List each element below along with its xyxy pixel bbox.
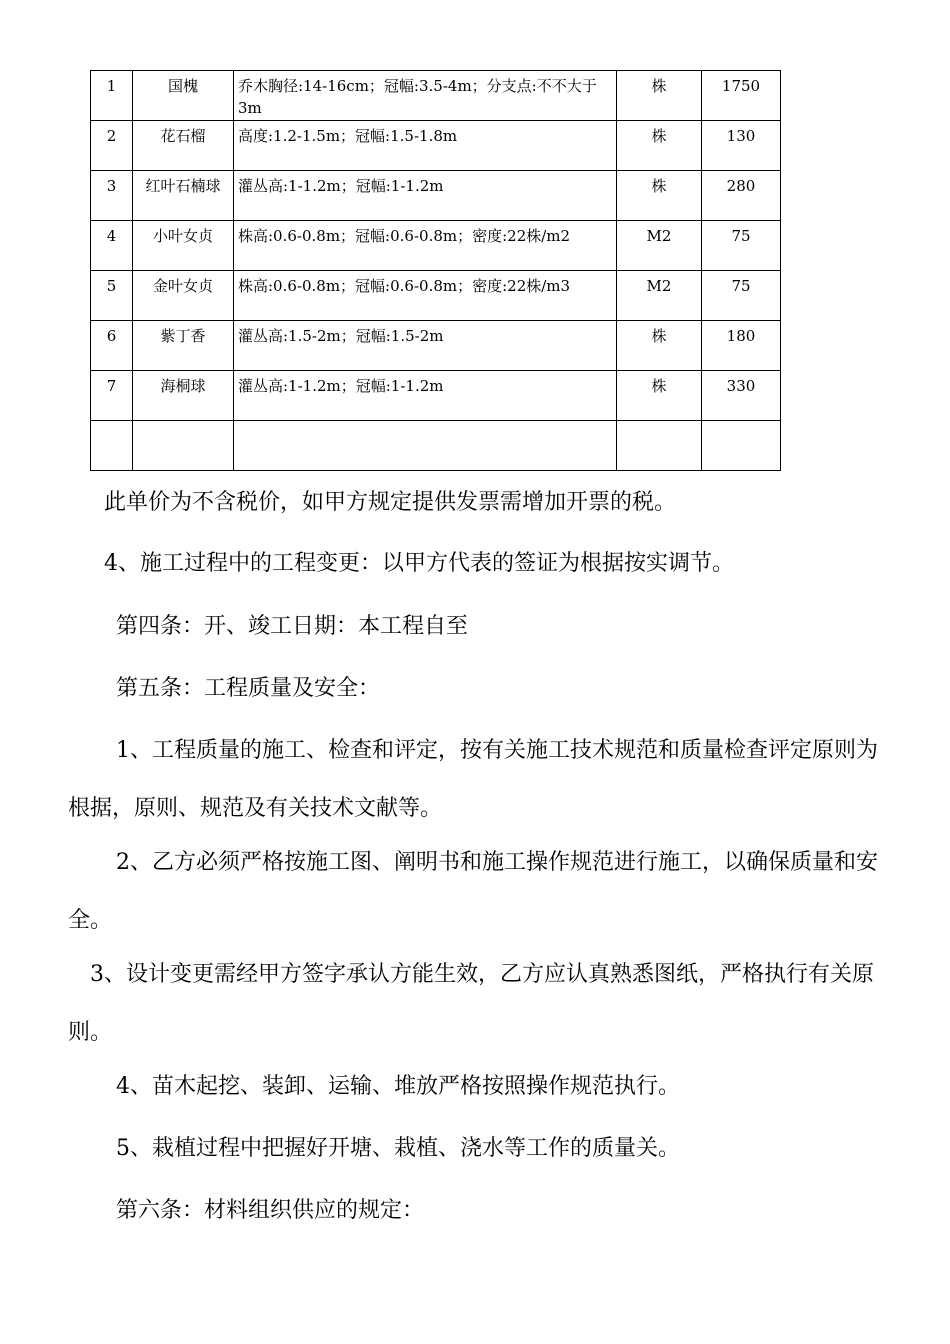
plant-name: 花石榴 <box>133 121 234 171</box>
plant-spec: 灌丛高:1.5-2m；冠幅:1.5-2m <box>234 321 617 371</box>
plant-name: 小叶女贞 <box>133 221 234 271</box>
quality-clause-2: 2、乙方必须严格按施工图、阐明书和施工操作规范进行施工，以确保质量和安全。 <box>68 850 878 933</box>
plant-quantity: 280 <box>702 171 781 221</box>
plant-unit: M2 <box>617 271 702 321</box>
plant-name: 国槐 <box>133 71 234 121</box>
plant-name: 紫丁香 <box>133 321 234 371</box>
quality-clause-5: 5、栽植过程中把握好开塘、栽植、浇水等工作的质量关。 <box>116 1136 680 1161</box>
plant-quantity <box>702 421 781 471</box>
table-row <box>91 171 781 221</box>
plant-quantity: 330 <box>702 371 781 421</box>
plant-spec: 乔木胸径:14-16cm；冠幅:3.5-4m；分支点:不不大于3m <box>234 71 617 121</box>
plant-quantity: 180 <box>702 321 781 371</box>
plant-quantity: 75 <box>702 221 781 271</box>
plant-unit: 株 <box>617 171 702 221</box>
engineering-change-paragraph: 4、施工过程中的工程变更：以甲方代表的签证为根据按实调节。 <box>104 551 734 576</box>
table-row <box>91 271 781 321</box>
article-five-heading: 第五条：工程质量及安全： <box>116 676 381 701</box>
plant-spec <box>234 421 617 471</box>
article-four-heading: 第四条：开、竣工日期：本工程自至 <box>116 614 469 639</box>
plant-unit: 株 <box>617 71 702 121</box>
plant-unit: 株 <box>617 121 702 171</box>
plant-name <box>133 421 234 471</box>
table-row <box>91 71 781 121</box>
row-number <box>91 421 133 471</box>
plant-list-table <box>90 70 781 471</box>
row-number: 2 <box>91 121 133 171</box>
table-row <box>91 221 781 271</box>
row-number: 1 <box>91 71 133 121</box>
plant-spec: 高度:1.2-1.5m；冠幅:1.5-1.8m <box>234 121 617 171</box>
row-number: 5 <box>91 271 133 321</box>
plant-unit: M2 <box>617 221 702 271</box>
plant-spec: 株高:0.6-0.8m；冠幅:0.6-0.8m；密度:22株/m2 <box>234 221 617 271</box>
plant-unit: 株 <box>617 371 702 421</box>
plant-spec: 株高:0.6-0.8m；冠幅:0.6-0.8m；密度:22株/m3 <box>234 271 617 321</box>
quality-clause-4: 4、苗木起挖、装卸、运输、堆放严格按照操作规范执行。 <box>116 1074 680 1099</box>
quality-clause-3: 3、设计变更需经甲方签字承认方能生效，乙方应认真熟悉图纸，严格执行有关原则。 <box>68 962 874 1045</box>
plant-spec: 灌丛高:1-1.2m；冠幅:1-1.2m <box>234 371 617 421</box>
table-row <box>91 421 781 471</box>
plant-unit <box>617 421 702 471</box>
table-row <box>91 121 781 171</box>
plant-spec: 灌丛高:1-1.2m；冠幅:1-1.2m <box>234 171 617 221</box>
plant-unit: 株 <box>617 321 702 371</box>
tax-note-paragraph: 此单价为不含税价，如甲方规定提供发票需增加开票的税。 <box>104 490 677 515</box>
plant-quantity: 1750 <box>702 71 781 121</box>
table-row <box>91 371 781 421</box>
table-row <box>91 321 781 371</box>
plant-name: 红叶石楠球 <box>133 171 234 221</box>
plant-name: 海桐球 <box>133 371 234 421</box>
row-number: 6 <box>91 321 133 371</box>
row-number: 7 <box>91 371 133 421</box>
article-six-heading: 第六条：材料组织供应的规定： <box>116 1198 425 1223</box>
row-number: 3 <box>91 171 133 221</box>
plant-quantity: 75 <box>702 271 781 321</box>
quality-clause-1: 1、工程质量的施工、检查和评定，按有关施工技术规范和质量检查评定原则为根据，原则、规范及有关技术文献等。 <box>68 738 878 821</box>
plant-quantity: 130 <box>702 121 781 171</box>
plant-name: 金叶女贞 <box>133 271 234 321</box>
row-number: 4 <box>91 221 133 271</box>
